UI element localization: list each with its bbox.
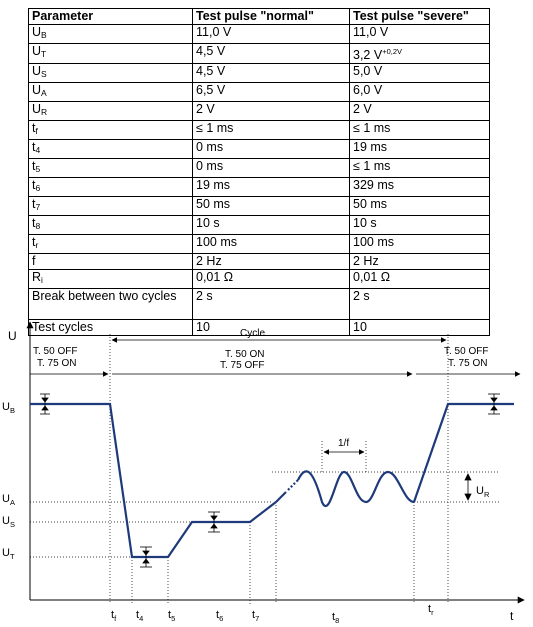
label-ub: $U_B$	[2, 401, 15, 415]
parameter-cell: $U_B$	[29, 25, 193, 44]
left-note-line2: T. 75 ON	[37, 358, 77, 369]
table-row	[29, 216, 490, 235]
normal-value-cell: 50 ms	[193, 197, 350, 216]
severe-value-cell: 50 ms	[350, 197, 490, 216]
parameter-cell: Test cycles	[29, 320, 193, 336]
y-axis-label: U	[8, 329, 17, 343]
parameter-cell: $t_6$	[29, 178, 193, 197]
table-row	[29, 197, 490, 216]
normal-value-cell: 10	[193, 320, 350, 336]
mid-note-line2: T. 75 OFF	[220, 360, 265, 371]
severe-value-cell: 19 ms	[350, 140, 490, 159]
parameter-cell: $t_8$	[29, 216, 193, 235]
table-row	[29, 178, 490, 197]
label-t4: $t_4$	[136, 609, 144, 623]
parameter-cell: Break between two cycles	[29, 289, 193, 320]
parameter-cell: f	[29, 254, 193, 270]
table-row	[29, 44, 490, 64]
parameter-cell: $U_R$	[29, 102, 193, 121]
severe-value-cell: 0,01 Ω	[350, 270, 490, 289]
right-note-line2: T. 75 ON	[448, 358, 488, 369]
severe-value-cell: 10	[350, 320, 490, 336]
severe-value-cell: 2 Hz	[350, 254, 490, 270]
parameter-cell: $U_T$	[29, 44, 193, 64]
normal-value-cell: 0,01 Ω	[193, 270, 350, 289]
table-row	[29, 64, 490, 83]
parameter-cell: $t_r$	[29, 235, 193, 254]
severe-value-cell: ≤ 1 ms	[350, 121, 490, 140]
parameter-table	[28, 8, 490, 336]
severe-value-cell: ≤ 1 ms	[350, 159, 490, 178]
normal-value-cell: 19 ms	[193, 178, 350, 197]
label-ut: $U_T$	[2, 547, 15, 561]
normal-value-cell: 0 ms	[193, 140, 350, 159]
normal-value-cell: 4,5 V	[193, 44, 350, 64]
normal-value-cell: 0 ms	[193, 159, 350, 178]
severe-value-cell: 100 ms	[350, 235, 490, 254]
parameter-cell: $U_S$	[29, 64, 193, 83]
parameter-cell: $t_7$	[29, 197, 193, 216]
right-note-line1: T. 50 OFF	[444, 346, 489, 357]
tolerance-markers	[40, 394, 500, 567]
label-ur: $U_R$	[476, 485, 490, 499]
period-label: 1/f	[338, 438, 350, 449]
severe-value-cell: 2 V	[350, 102, 490, 121]
normal-value-cell: 100 ms	[193, 235, 350, 254]
severe-value-cell: 329 ms	[350, 178, 490, 197]
table-row	[29, 121, 490, 140]
normal-value-cell: 10 s	[193, 216, 350, 235]
header-parameter: Parameter	[29, 9, 193, 25]
severe-value-cell: 2 s	[350, 289, 490, 320]
label-t6: $t_6$	[216, 609, 224, 623]
table-row	[29, 270, 490, 289]
table-header-row	[29, 9, 490, 25]
cycle-label: Cycle	[240, 328, 266, 339]
table-row	[29, 25, 490, 44]
severe-value-cell: 10 s	[350, 216, 490, 235]
normal-value-cell: 2 Hz	[193, 254, 350, 270]
severe-value-cell: 5,0 V	[350, 64, 490, 83]
table-row	[29, 102, 490, 121]
table-row	[29, 254, 490, 270]
table-row	[29, 83, 490, 102]
label-ua: $U_A$	[2, 493, 15, 507]
time-guides	[110, 334, 448, 604]
waveform	[30, 404, 514, 557]
parameter-cell: $t_5$	[29, 159, 193, 178]
x-axis-label: t	[510, 609, 514, 623]
normal-value-cell: ≤ 1 ms	[193, 121, 350, 140]
parameter-cell: $t_f$	[29, 121, 193, 140]
severe-value-cell: 3,2 $V^{+0,2V}$	[350, 44, 490, 64]
severe-value-cell: 6,0 V	[350, 83, 490, 102]
test-pulse-diagram	[0, 312, 533, 627]
header-severe: Test pulse "severe"	[350, 9, 490, 25]
parameter-cell: $U_A$	[29, 83, 193, 102]
table-row	[29, 140, 490, 159]
normal-value-cell: 4,5 V	[193, 64, 350, 83]
severe-value-cell: 11,0 V	[350, 25, 490, 44]
table-row	[29, 159, 490, 178]
label-t7: $t_7$	[252, 609, 260, 623]
normal-value-cell: 2 V	[193, 102, 350, 121]
label-tr: $t_r$	[428, 603, 434, 617]
parameter-cell: $t_4$	[29, 140, 193, 159]
normal-value-cell: 6,5 V	[193, 83, 350, 102]
label-tf: $t_f$	[111, 609, 117, 623]
label-us: $U_S$	[2, 515, 15, 529]
header-normal: Test pulse "normal"	[193, 9, 350, 25]
left-note-line1: T. 50 OFF	[33, 346, 78, 357]
normal-value-cell: 11,0 V	[193, 25, 350, 44]
label-t5: $t_5$	[168, 609, 176, 623]
table-row	[29, 235, 490, 254]
parameter-cell: $R_i$	[29, 270, 193, 289]
label-t8: $t_8$	[332, 611, 340, 625]
normal-value-cell: 2 s	[193, 289, 350, 320]
mid-note-line1: T. 50 ON	[225, 349, 265, 360]
level-guides	[30, 404, 500, 557]
